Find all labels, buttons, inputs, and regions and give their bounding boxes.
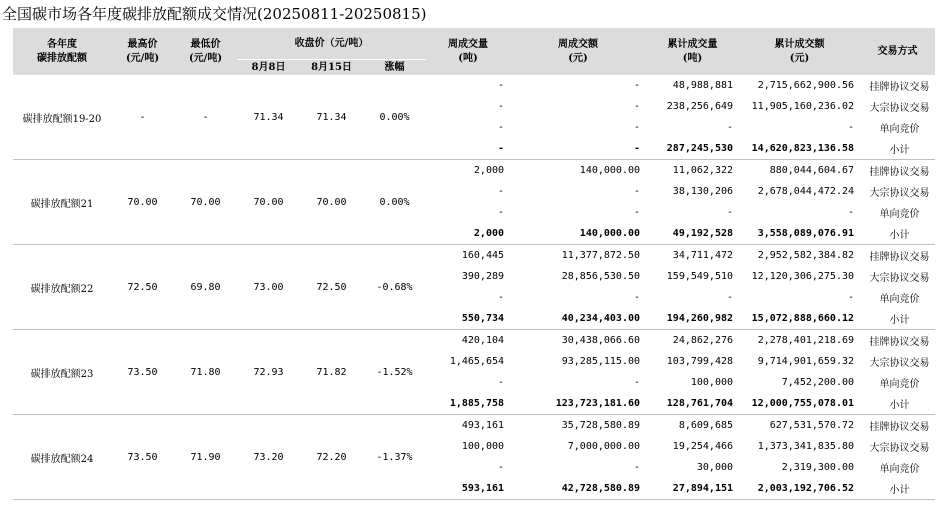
week-amount: - (633, 462, 641, 473)
cumulative-volume: 238,256,649 (666, 101, 734, 112)
header-close-d2: 8月15日 (300, 60, 363, 76)
close-price-d2: 72.50 (300, 245, 363, 330)
trade-mode: 挂牌协议交易 (869, 337, 930, 348)
header-high (111, 28, 174, 75)
cumulative-volume: - (726, 122, 734, 133)
cumulative-amount: 9,714,901,659.32 (757, 356, 855, 367)
close-price-d1: 71.34 (237, 75, 300, 160)
week-volume: - (497, 122, 505, 133)
week-volume: 1,885,758 (426, 393, 510, 415)
header-close-d1: 8月8日 (237, 60, 300, 76)
table-body (13, 75, 935, 500)
week-volume: - (497, 292, 505, 303)
week-amount: 35,728,580.89 (561, 420, 641, 431)
low-price: 69.80 (174, 245, 237, 330)
week-amount: - (510, 138, 646, 160)
cumulative-amount: 2,319,300.00 (781, 462, 855, 473)
table-row (13, 75, 935, 96)
cumulative-volume: 48,988,881 (672, 80, 734, 91)
header-close-group: 收盘价（元/吨） (237, 28, 426, 60)
trade-mode: 小计 (860, 478, 935, 500)
header-category-text: 各年度 碳排放配额 (37, 38, 87, 64)
header-change: 涨幅 (363, 60, 426, 76)
week-volume: - (497, 186, 505, 197)
price-change: -1.37% (363, 415, 426, 500)
table-row (13, 245, 935, 267)
header-week-vol (426, 28, 510, 75)
week-volume: - (497, 462, 505, 473)
cumulative-amount: 2,278,401,218.69 (757, 335, 855, 346)
close-price-d2: 72.20 (300, 415, 363, 500)
week-amount: - (633, 122, 641, 133)
cumulative-amount: 15,072,888,660.12 (739, 308, 860, 330)
trade-mode: 挂牌协议交易 (869, 167, 930, 178)
price-change: 0.00% (363, 75, 426, 160)
trading-table (13, 28, 935, 500)
week-amount: 7,000,000.00 (567, 441, 641, 452)
trade-mode: 挂牌协议交易 (869, 422, 930, 433)
trade-mode: 大宗协议交易 (869, 443, 930, 454)
close-price-d1: 72.93 (237, 330, 300, 415)
cumulative-amount: - (847, 207, 855, 218)
price-change: -1.52% (363, 330, 426, 415)
high-price: 73.50 (111, 330, 174, 415)
trade-mode: 单向竞价 (879, 294, 920, 305)
trade-mode: 小计 (860, 138, 935, 160)
week-amount: - (633, 207, 641, 218)
table-header (13, 28, 935, 75)
week-volume: - (497, 377, 505, 388)
week-amount: - (633, 186, 641, 197)
week-volume: 1,465,654 (449, 356, 505, 367)
week-volume: - (497, 207, 505, 218)
week-amount: - (633, 377, 641, 388)
cumulative-amount: 7,452,200.00 (781, 377, 855, 388)
header-cum-vol (646, 28, 739, 75)
cumulative-volume: 159,549,510 (666, 271, 734, 282)
trade-mode: 单向竞价 (879, 124, 920, 135)
week-amount: 140,000.00 (510, 223, 646, 245)
cumulative-amount: 1,373,341,835.80 (757, 441, 855, 452)
low-price: 70.00 (174, 160, 237, 245)
week-volume: 160,445 (461, 250, 505, 261)
cumulative-amount: - (847, 292, 855, 303)
week-volume: 390,289 (461, 271, 505, 282)
category-name: 碳排放配额23 (13, 330, 111, 415)
trade-mode: 挂牌协议交易 (869, 252, 930, 263)
close-price-d1: 70.00 (237, 160, 300, 245)
week-amount: 42,728,580.89 (510, 478, 646, 500)
week-amount: - (633, 292, 641, 303)
low-price: 71.80 (174, 330, 237, 415)
trade-mode: 大宗协议交易 (869, 358, 930, 369)
price-change: 0.00% (363, 160, 426, 245)
week-amount: 140,000.00 (579, 165, 641, 176)
cumulative-volume: 24,862,276 (672, 335, 734, 346)
trade-mode: 大宗协议交易 (869, 188, 930, 199)
header-week-amt-text: 周成交额 (元) (558, 38, 599, 64)
table-row (13, 415, 935, 437)
week-amount: 11,377,872.50 (561, 250, 641, 261)
header-low (174, 28, 237, 75)
week-volume: 2,000 (426, 223, 510, 245)
cumulative-amount: 12,000,755,078.01 (739, 393, 860, 415)
cumulative-amount: 11,905,160,236.02 (751, 101, 855, 112)
week-volume: 593,161 (426, 478, 510, 500)
table-row (13, 160, 935, 182)
cumulative-volume: 8,609,685 (678, 420, 734, 431)
header-high-text: 最高价 (元/吨) (125, 38, 160, 64)
week-volume: 550,734 (426, 308, 510, 330)
high-price: 70.00 (111, 160, 174, 245)
cumulative-volume: 100,000 (690, 377, 734, 388)
week-volume: 100,000 (461, 441, 505, 452)
cumulative-volume: 49,192,528 (646, 223, 739, 245)
cumulative-amount: 2,952,582,384.82 (757, 250, 855, 261)
week-amount: 93,285,115.00 (561, 356, 641, 367)
price-change: -0.68% (363, 245, 426, 330)
low-price: - (174, 75, 237, 160)
week-volume: - (497, 101, 505, 112)
week-volume: 420,104 (461, 335, 505, 346)
cumulative-volume: 27,894,151 (646, 478, 739, 500)
cumulative-volume: 128,761,704 (646, 393, 739, 415)
header-low-text: 最低价 (元/吨) (188, 38, 223, 64)
cumulative-amount: 3,558,089,076.91 (739, 223, 860, 245)
category-name: 碳排放配额21 (13, 160, 111, 245)
cumulative-volume: 11,062,322 (672, 165, 734, 176)
low-price: 71.90 (174, 415, 237, 500)
cumulative-amount: 627,531,570.72 (769, 420, 855, 431)
trade-mode: 大宗协议交易 (869, 273, 930, 284)
trade-mode: 单向竞价 (879, 209, 920, 220)
week-volume: 2,000 (473, 165, 505, 176)
cumulative-volume: 30,000 (696, 462, 734, 473)
trade-mode: 挂牌协议交易 (869, 82, 930, 93)
cumulative-amount: 12,120,306,275.30 (751, 271, 855, 282)
table-row (13, 330, 935, 352)
cumulative-volume: 287,245,530 (646, 138, 739, 160)
cumulative-amount: 14,620,823,136.58 (739, 138, 860, 160)
week-amount: - (633, 80, 641, 91)
cumulative-volume: - (726, 207, 734, 218)
week-volume: 493,161 (461, 420, 505, 431)
close-price-d2: 71.82 (300, 330, 363, 415)
cumulative-volume: - (726, 292, 734, 303)
trade-mode: 小计 (860, 308, 935, 330)
cumulative-amount: 2,003,192,706.52 (739, 478, 860, 500)
trade-mode: 小计 (860, 223, 935, 245)
week-amount: 40,234,403.00 (510, 308, 646, 330)
header-cum-amt (739, 28, 860, 75)
cumulative-volume: 38,130,206 (672, 186, 734, 197)
trade-mode: 单向竞价 (879, 464, 920, 475)
close-price-d2: 71.34 (300, 75, 363, 160)
week-amount: 28,856,530.50 (561, 271, 641, 282)
header-week-amt (510, 28, 646, 75)
category-name: 碳排放配额22 (13, 245, 111, 330)
week-amount: 30,438,066.60 (561, 335, 641, 346)
close-price-d2: 70.00 (300, 160, 363, 245)
cumulative-volume: 194,260,982 (646, 308, 739, 330)
header-cum-vol-text: 累计成交量 (吨) (667, 38, 718, 64)
cumulative-volume: 34,711,472 (672, 250, 734, 261)
cumulative-amount: 880,044,604.67 (769, 165, 855, 176)
header-mode: 交易方式 (860, 28, 935, 75)
close-price-d1: 73.20 (237, 415, 300, 500)
week-volume: - (426, 138, 510, 160)
trade-mode: 小计 (860, 393, 935, 415)
week-volume: - (497, 80, 505, 91)
page-title: 全国碳市场各年度碳排放配额成交情况(20250811-20250815) (2, 5, 427, 23)
cumulative-amount: - (847, 122, 855, 133)
cumulative-amount: 2,678,044,472.24 (757, 186, 855, 197)
header-category (13, 28, 111, 75)
week-amount: 123,723,181.60 (510, 393, 646, 415)
week-amount: - (633, 101, 641, 112)
high-price: - (111, 75, 174, 160)
high-price: 72.50 (111, 245, 174, 330)
category-name: 碳排放配额19-20 (13, 75, 111, 160)
category-name: 碳排放配额24 (13, 415, 111, 500)
cumulative-volume: 103,799,428 (666, 356, 734, 367)
header-cum-amt-text: 累计成交额 (元) (774, 38, 825, 64)
trade-mode: 大宗协议交易 (869, 103, 930, 114)
high-price: 73.50 (111, 415, 174, 500)
header-week-vol-text: 周成交量 (吨) (448, 38, 489, 64)
cumulative-volume: 19,254,466 (672, 441, 734, 452)
trade-mode: 单向竞价 (879, 379, 920, 390)
cumulative-amount: 2,715,662,900.56 (757, 80, 855, 91)
close-price-d1: 73.00 (237, 245, 300, 330)
